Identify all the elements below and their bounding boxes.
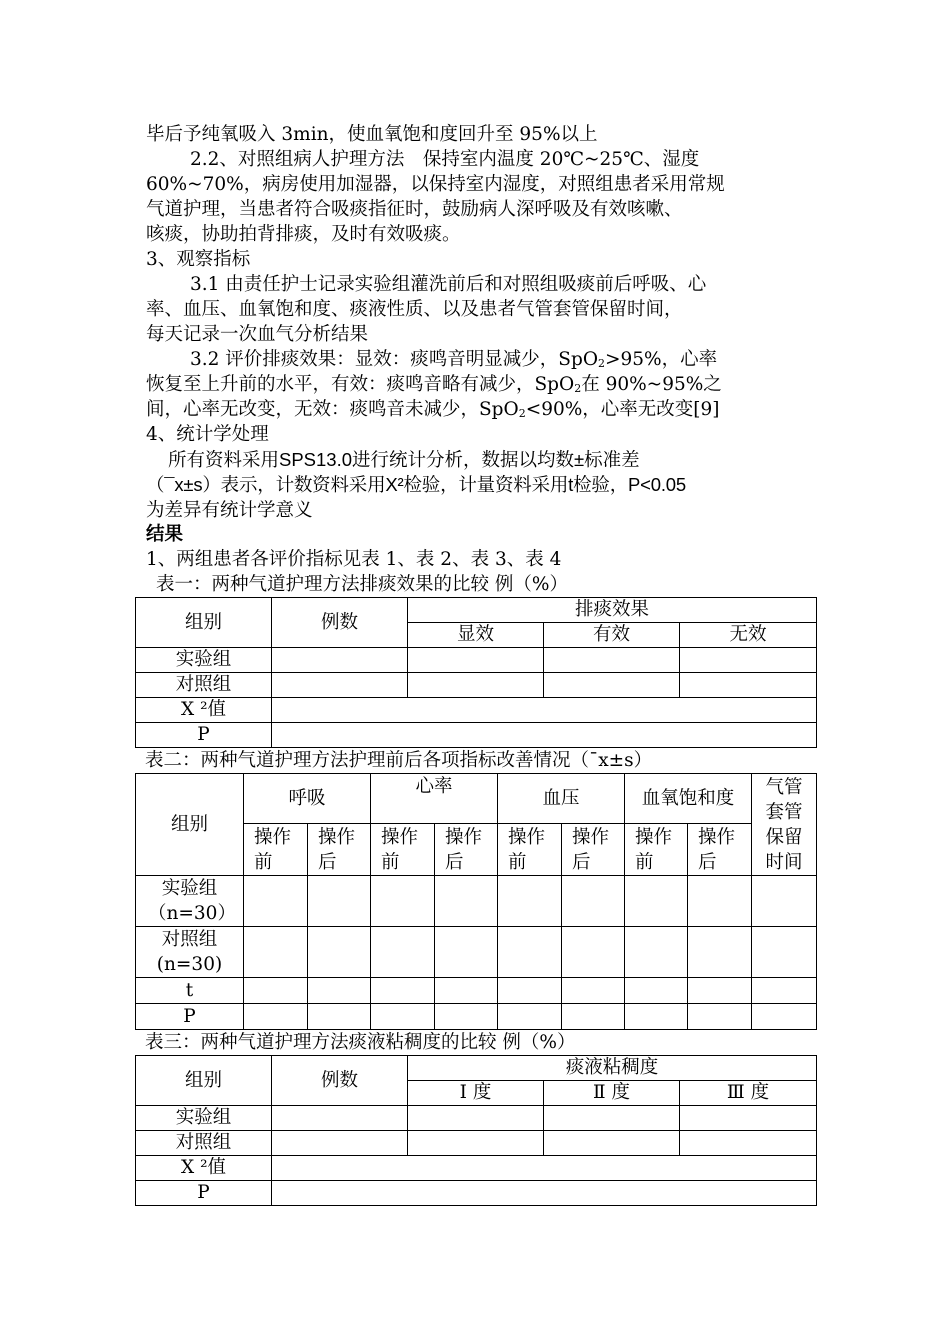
- header-count: 例数: [272, 598, 408, 648]
- row-label: P: [136, 1004, 244, 1030]
- cell: [625, 927, 688, 978]
- cell: [272, 648, 408, 673]
- table-2: [135, 773, 817, 1030]
- row-label: X ²值: [136, 698, 272, 723]
- table-caption: 表二：两种气道护理方法护理前后各项指标改善情况（¯x±s）: [145, 750, 653, 771]
- header-heart-rate: 心率: [371, 774, 498, 824]
- header-effect: 排痰效果: [408, 598, 817, 623]
- cell: [544, 1106, 680, 1131]
- paragraph: 为差异有统计学意义: [146, 499, 313, 520]
- cell: [272, 1106, 408, 1131]
- cell: [680, 673, 817, 698]
- section-heading: 4、统计学处理: [146, 424, 269, 445]
- header-sub: 显效: [408, 623, 544, 648]
- cell: [498, 1004, 562, 1030]
- cell: [544, 648, 680, 673]
- cell: [272, 723, 817, 748]
- header-before: 操作前: [625, 824, 688, 876]
- table-caption: 表三：两种气道护理方法痰液粘稠度的比较 例（%）: [145, 1032, 576, 1053]
- cell: [498, 978, 562, 1004]
- paragraph: 恢复至上升前的水平，有效：痰鸣音略有减少，SpO$_2$在 90%~95%之: [146, 374, 722, 395]
- header-count: 例数: [272, 1056, 408, 1106]
- cell: [544, 673, 680, 698]
- header-group: 组别: [136, 1056, 272, 1106]
- cell: [308, 876, 371, 927]
- header-sub: 无效: [680, 623, 817, 648]
- cell: [408, 673, 544, 698]
- header-group: 组别: [136, 598, 272, 648]
- cell: [752, 927, 817, 978]
- document-page: [146, 122, 816, 1206]
- cell: [408, 1106, 544, 1131]
- cell: [562, 1004, 625, 1030]
- cell: [680, 1106, 817, 1131]
- table-1: [135, 597, 817, 748]
- cell: [562, 927, 625, 978]
- header-blood-pressure: 血压: [498, 774, 625, 824]
- row-label: 实验组: [136, 648, 272, 673]
- cell: [244, 876, 308, 927]
- row-label: t: [136, 978, 244, 1004]
- header-breath: 呼吸: [244, 774, 371, 824]
- row-label: 实验组（n=30）: [136, 876, 244, 927]
- cell: [752, 1004, 817, 1030]
- cell: [435, 927, 498, 978]
- cell: [408, 648, 544, 673]
- header-spo2: 血氧饱和度: [625, 774, 752, 824]
- cell: [371, 927, 435, 978]
- cell: [272, 1131, 408, 1156]
- cell: [562, 978, 625, 1004]
- paragraph: 气道护理，当患者符合吸痰指征时，鼓励病人深呼吸及有效咳嗽、: [146, 199, 683, 220]
- cell: [308, 927, 371, 978]
- cell: [498, 876, 562, 927]
- header-group: 组别: [136, 774, 244, 876]
- cell: [272, 1156, 817, 1181]
- cell: [244, 978, 308, 1004]
- header-sub: Ⅰ 度: [408, 1081, 544, 1106]
- header-before: 操作前: [498, 824, 562, 876]
- row-label: P: [136, 1181, 272, 1206]
- paragraph: 1、两组患者各评价指标见表 1、表 2、表 3、表 4: [146, 549, 562, 570]
- cell: [371, 978, 435, 1004]
- cell: [752, 876, 817, 927]
- cell: [272, 698, 817, 723]
- row-label: 对照组(n=30): [136, 927, 244, 978]
- paragraph: 2.2、对照组病人护理方法 保持室内温度 20℃~25℃、湿度: [190, 149, 700, 170]
- cell: [544, 1131, 680, 1156]
- header-cannula-time: 气管套管保留时间: [752, 774, 817, 876]
- cell: [408, 1131, 544, 1156]
- row-label: 对照组: [136, 673, 272, 698]
- paragraph: 3.2 评价排痰效果：显效：痰鸣音明显减少，SpO$_2$>95%，心率: [190, 349, 718, 370]
- paragraph: 所有资料采用SPS13.0进行统计分析，数据以均数±标准差: [168, 449, 640, 470]
- cell: [371, 1004, 435, 1030]
- cell: [435, 1004, 498, 1030]
- header-before: 操作前: [244, 824, 308, 876]
- header-after: 操作后: [308, 824, 371, 876]
- paragraph: 毕后予纯氧吸入 3min，使血氧饱和度回升至 95%以上: [146, 124, 598, 145]
- cell: [435, 978, 498, 1004]
- cell: [752, 978, 817, 1004]
- cell: [680, 1131, 817, 1156]
- cell: [244, 1004, 308, 1030]
- paragraph: 咳痰，协助拍背排痰，及时有效吸痰。: [146, 224, 461, 245]
- row-label: 对照组: [136, 1131, 272, 1156]
- header-before: 操作前: [371, 824, 435, 876]
- cell: [272, 673, 408, 698]
- header-after: 操作后: [688, 824, 752, 876]
- header-sub: Ⅲ 度: [680, 1081, 817, 1106]
- header-viscosity: 痰液粘稠度: [408, 1056, 817, 1081]
- cell: [244, 927, 308, 978]
- table-3: [135, 1055, 817, 1206]
- cell: [371, 876, 435, 927]
- paragraph: 率、血压、血氧饱和度、痰液性质、以及患者气管套管保留时间，: [146, 299, 683, 320]
- row-label: P: [136, 723, 272, 748]
- cell: [688, 876, 752, 927]
- cell: [625, 876, 688, 927]
- paragraph: 3.1 由责任护士记录实验组灌洗前后和对照组吸痰前后呼吸、心: [190, 274, 707, 295]
- row-label: 实验组: [136, 1106, 272, 1131]
- cell: [562, 876, 625, 927]
- header-after: 操作后: [562, 824, 625, 876]
- cell: [625, 978, 688, 1004]
- cell: [688, 978, 752, 1004]
- section-heading: 3、观察指标: [146, 249, 251, 270]
- paragraph: 每天记录一次血气分析结果: [146, 324, 369, 345]
- results-heading: 结果: [146, 524, 184, 545]
- paragraph: 间，心率无改变，无效：痰鸣音未减少，SpO$_2$<90%，心率无改变[9]: [146, 399, 720, 420]
- cell: [498, 927, 562, 978]
- paragraph: （¯x±s）表示，计数资料采用X²检验，计量资料采用t检验，P<0.05: [146, 474, 686, 495]
- cell: [435, 876, 498, 927]
- table-caption: 表一：两种气道护理方法排痰效果的比较 例（%）: [156, 574, 568, 595]
- cell: [688, 1004, 752, 1030]
- header-after: 操作后: [435, 824, 498, 876]
- cell: [680, 648, 817, 673]
- header-sub: 有效: [544, 623, 680, 648]
- cell: [308, 978, 371, 1004]
- paragraph: 60%~70%，病房使用加湿器，以保持室内湿度，对照组患者采用常规: [146, 174, 725, 195]
- cell: [272, 1181, 817, 1206]
- row-label: X ²值: [136, 1156, 272, 1181]
- header-sub: Ⅱ 度: [544, 1081, 680, 1106]
- cell: [625, 1004, 688, 1030]
- cell: [308, 1004, 371, 1030]
- cell: [688, 927, 752, 978]
